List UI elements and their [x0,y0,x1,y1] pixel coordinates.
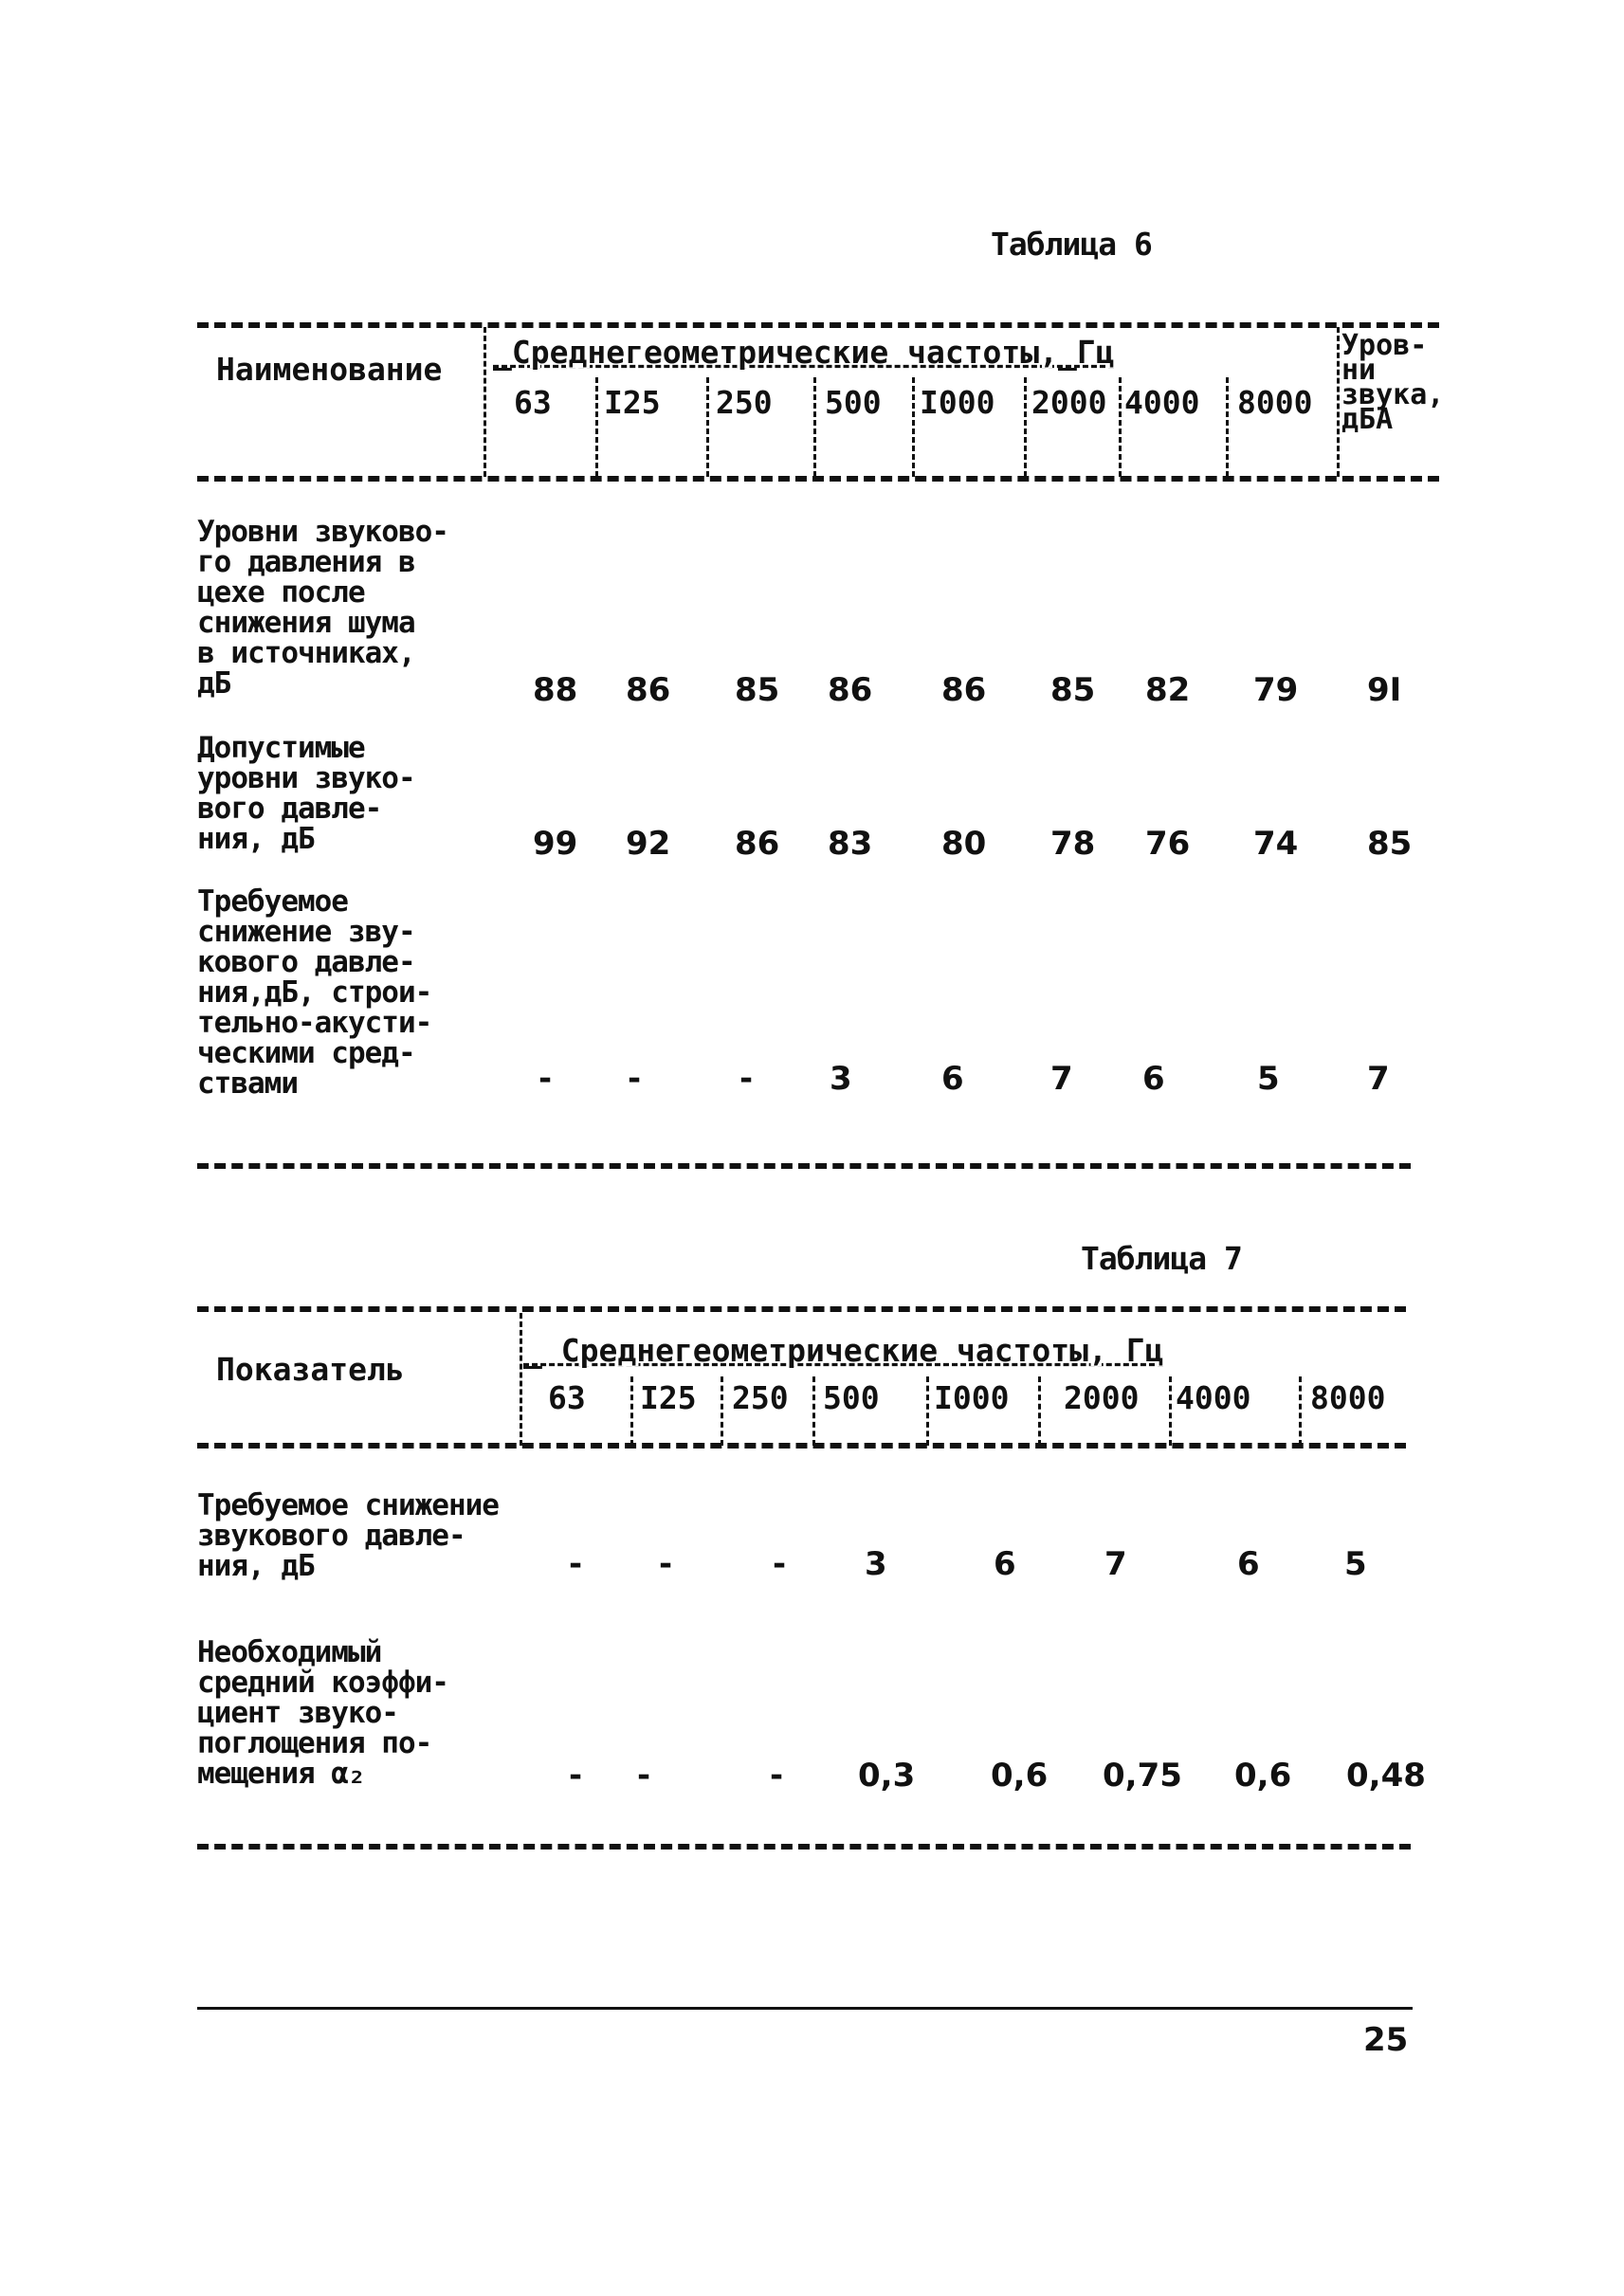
table6-row-name: Уровни звуково- го давления в цехе после снижения шума в источниках, дБ [197,515,448,701]
table-cell: 6 [1237,1545,1260,1583]
table-cell: 6 [1142,1060,1165,1098]
table6-freq-250: 250 [716,384,773,421]
table-cell: 7 [1050,1060,1073,1098]
table-cell: 3 [865,1545,887,1583]
footer-rule [197,2007,1413,2010]
table7-freq-2000: 2000 [1064,1379,1140,1416]
table-cell: 7 [1367,1060,1390,1098]
table-cell: 85 [735,671,780,709]
table6-freq-1000: I000 [920,384,995,421]
table7-row-name: Требуемое снижение звукового давле- ния, дБ [197,1488,499,1583]
table7-freq-1000: I000 [934,1379,1010,1416]
table7-separator [926,1376,929,1446]
table6-bottom-rule [197,1163,1411,1169]
table-cell: - [773,1545,787,1583]
table6-freq-125: I25 [604,384,661,421]
table6-frequency-header: _Среднегеометрические частоты,_Гц [493,334,1115,371]
table-cell: 3 [830,1060,852,1098]
table7-separator [1169,1376,1172,1446]
table-cell: - [637,1757,651,1795]
table-cell: 0,75 [1103,1757,1182,1795]
table-cell: 76 [1145,825,1191,863]
table-cell: 82 [1145,671,1191,709]
table7-title: Таблица 7 [1081,1240,1242,1277]
table6-level-header: Уров- ни звука, дБА [1341,329,1445,436]
table-cell: 7 [1104,1545,1127,1583]
table-cell: 85 [1367,825,1413,863]
table6-header-rule [197,476,1439,482]
table-cell: - [569,1757,583,1795]
table-cell: - [628,1060,642,1098]
table7-freq-4000: 4000 [1176,1379,1251,1416]
table7-header-rule [197,1443,1406,1449]
table7-freq-63: 63 [548,1379,586,1416]
table6-freq-4000: 4000 [1124,384,1200,421]
table-cell: 99 [533,825,578,863]
table6-row-name: Требуемое снижение зву- кового давле- ния,дБ, строи- тельно-акусти- ческими сред- ствами [197,884,432,1101]
table7-bottom-rule [197,1844,1411,1850]
table-cell: 5 [1257,1060,1280,1098]
table6-freq-500: 500 [825,384,882,421]
table-cell: - [538,1060,553,1098]
table7-freq-250: 250 [732,1379,789,1416]
table-cell: 80 [941,825,987,863]
table6-freq-63: 63 [514,384,552,421]
table-cell: 0,48 [1346,1757,1426,1795]
table-cell: 9I [1367,671,1402,709]
table-cell: 74 [1253,825,1299,863]
table-cell: - [569,1545,583,1583]
table6-freq-8000: 8000 [1237,384,1313,421]
table-cell: - [739,1060,754,1098]
table7-name-header: Показатель [216,1351,405,1388]
table-cell: 0,3 [858,1757,916,1795]
table7-separator [630,1376,633,1446]
table6-separator [1226,377,1229,477]
table6-separator [1024,377,1027,477]
table-cell: 83 [828,825,873,863]
table6-separator [484,327,486,477]
table6-separator [813,377,816,477]
table7-frequency-header: _ Среднегеометрические частоты, Гц [523,1332,1164,1369]
table-cell: 5 [1344,1545,1367,1583]
table-cell: 86 [735,825,780,863]
table7-freq-125: I25 [640,1379,697,1416]
table-cell: 85 [1050,671,1096,709]
table7-separator [812,1376,815,1446]
table7-freq-500: 500 [823,1379,880,1416]
table-cell: 0,6 [1234,1757,1292,1795]
table-cell: 6 [941,1060,964,1098]
table-cell: 0,6 [991,1757,1049,1795]
page-number: 25 [1363,2021,1409,2059]
table7-row-name: Необходимый средний коэффи- циент звуко- поглощения по- мещения α₂ [197,1635,448,1791]
table6-separator [1337,327,1340,477]
table7-separator [721,1376,723,1446]
table-cell: 6 [994,1545,1016,1583]
table-cell: - [659,1545,673,1583]
table7-top-rule [197,1306,1406,1312]
table-cell: 86 [626,671,671,709]
table-cell: 78 [1050,825,1096,863]
table7-separator [1299,1376,1302,1446]
table6-separator [1119,377,1122,477]
table6-separator [595,377,598,477]
table6-row-name: Допустимые уровни звуко- вого давле- ния, дБ [197,731,415,856]
table7-freq-8000: 8000 [1310,1379,1386,1416]
table6-top-rule [197,322,1439,328]
table-cell: 79 [1253,671,1299,709]
table6-freq-2000: 2000 [1031,384,1107,421]
table-cell: 86 [941,671,987,709]
table-cell: 88 [533,671,578,709]
table-cell: 92 [626,825,671,863]
table7-separator [1038,1376,1041,1446]
table6-separator [912,377,915,477]
table-cell: - [770,1757,784,1795]
table6-separator [706,377,709,477]
table-cell: 86 [828,671,873,709]
table6-title: Таблица 6 [991,226,1152,263]
table6-name-header: Наименование [216,351,443,388]
table7-separator [520,1313,522,1446]
